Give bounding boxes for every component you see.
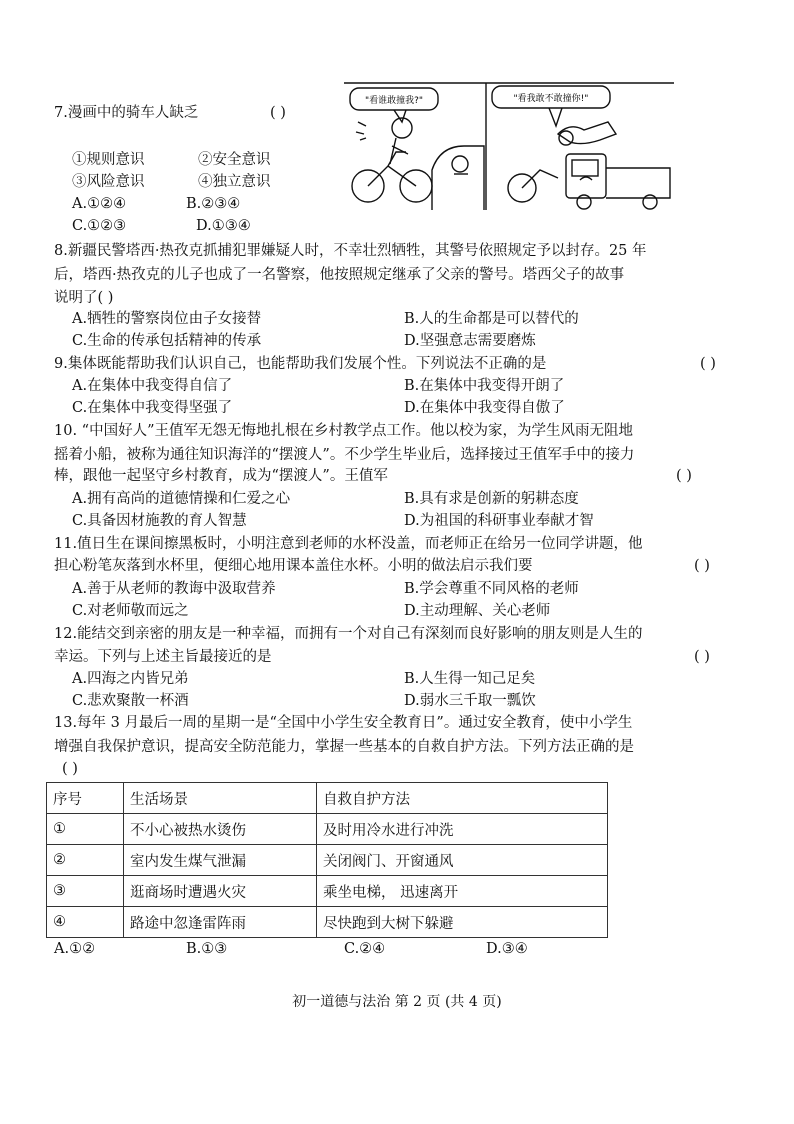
comic-illustration [344,82,674,210]
table-cell: ③ [47,876,124,907]
q13-line-2: 增强自我保护意识，提高安全防范能力，掌握一些基本的自救自护方法。下列方法正确的是 [54,739,634,755]
q12-option-a: A.四海之内皆兄弟 [72,671,189,687]
q7-stem: 7.漫画中的骑车人缺乏 [54,105,199,121]
q7-answer-paren: ( ) [270,105,286,121]
q8-line-2: 后，塔西·热孜克的儿子也成了一名警察，他按照规定继承了父亲的警号。塔西父子的故事 [54,267,625,283]
q10-line-3: 棒，跟他一起坚守乡村教育，成为“摆渡人”。王值军 [54,468,388,484]
q12-answer-paren: ( ) [694,649,710,665]
page-footer: 初一道德与法治 第 2 页 (共 4 页) [292,994,502,1010]
q9-stem: 9.集体既能帮助我们认识自己，也能帮助我们发展个性。下列说法不正确的是 [54,356,547,372]
q7-option-c: C.①②③ [72,218,127,234]
q7-option-d: D.①③④ [196,218,251,234]
q9-option-d: D.在集体中我变得自傲了 [404,400,565,416]
q11-line-1: 11.值日生在课间擦黑板时，小明注意到老师的水杯没盖，而老师正在给另一位同学讲题，他 [54,536,643,552]
table-header-cell: 自救自护方法 [317,783,608,814]
q13-line-1: 13.每年 3 月最后一周的星期一是“全国中小学生安全教育日”。通过安全教育，使中小学生 [54,715,633,731]
table-cell: 逛商场时遭遇火灾 [124,876,317,907]
table-row [47,907,608,938]
q9-option-b: B.在集体中我变得开朗了 [404,378,565,394]
q7-item-3: ③风险意识 [72,174,145,190]
q12-option-c: C.悲欢聚散一杯酒 [72,693,189,709]
table-row [47,845,608,876]
q11-option-c: C.对老师敬而远之 [72,603,189,619]
q9-option-a: A.在集体中我变得自信了 [72,378,233,394]
q13-option-d: D.③④ [486,941,528,957]
table-row [47,814,608,845]
q11-option-b: B.学会尊重不同风格的老师 [404,581,579,597]
q11-option-a: A.善于从老师的教诲中汲取营养 [72,581,276,597]
q7-item-2: ②安全意识 [198,152,271,168]
table-cell: 尽快跑到大树下躲避 [317,907,608,938]
q12-option-d: D.弱水三千取一瓢饮 [404,693,536,709]
table-cell: 路途中忽逢雷阵雨 [124,907,317,938]
table-cell: ② [47,845,124,876]
table-cell: 不小心被热水烫伤 [124,814,317,845]
q9-option-c: C.在集体中我变得坚强了 [72,400,233,416]
q13-option-a: A.①② [54,941,96,957]
q13-option-c: C.②④ [344,941,386,957]
table-header-cell: 生活场景 [124,783,317,814]
table-header-row [47,783,608,814]
q9-answer-paren: ( ) [700,356,716,372]
q11-line-2: 担心粉笔灰落到水杯里，便细心地用课本盖住水杯。小明的做法启示我们要 [54,558,533,574]
q8-line-3: 说明了( ) [54,290,114,306]
q7-option-a: A.①②④ [72,196,127,212]
q7-item-4: ④独立意识 [198,174,271,190]
table-row [47,876,608,907]
q10-option-d: D.为祖国的科研事业奉献才智 [404,513,594,529]
q8-option-b: B.人的生命都是可以替代的 [404,311,579,327]
q12-line-2: 幸运。下列与上述主旨最接近的是 [54,649,272,665]
q10-option-b: B.具有求是创新的躬耕态度 [404,491,579,507]
q10-line-2: 摇着小船，被称为通往知识海洋的“摆渡人”。不少学生毕业后，选择接过王值军手中的接力 [54,447,635,463]
q10-line-1: 10. “中国好人”王值军无怨无悔地扎根在乡村教学点工作。他以校为家，为学生风雨无阻地 [54,423,633,439]
q8-option-c: C.生命的传承包括精神的传承 [72,333,262,349]
q7-option-b: B.②③④ [186,196,241,212]
q11-answer-paren: ( ) [694,558,710,574]
comic-bubble-left: "看谁敢撞我?" [364,96,424,106]
q13-answer-paren: ( ) [62,761,78,777]
q10-option-a: A.拥有高尚的道德情操和仁爱之心 [72,491,291,507]
q12-line-1: 12.能结交到亲密的朋友是一种幸福，而拥有一个对自己有深刻而良好影响的朋友则是人生的 [54,626,643,642]
q8-option-d: D.坚强意志需要磨炼 [404,333,536,349]
table-cell: ① [47,814,124,845]
comic-bubble-right: "看我敢不敢撞你!" [513,94,589,104]
table-cell: ④ [47,907,124,938]
q8-option-a: A.牺牲的警察岗位由子女接替 [72,311,262,327]
q11-option-d: D.主动理解、关心老师 [404,603,551,619]
table-cell: 及时用冷水进行冲洗 [317,814,608,845]
safety-methods-table [46,782,608,938]
table-cell: 关闭阀门、开窗通风 [317,845,608,876]
q13-option-b: B.①③ [186,941,228,957]
table-cell: 乘坐电梯， 迅速离开 [317,876,608,907]
table-header-cell: 序号 [47,783,124,814]
table-cell: 室内发生煤气泄漏 [124,845,317,876]
q7-item-1: ①规则意识 [72,152,145,168]
q8-line-1: 8.新疆民警塔西·热孜克抓捕犯罪嫌疑人时，不幸壮烈牺牲，其警号依照规定予以封存。25 年 [54,243,647,259]
q10-answer-paren: ( ) [676,468,692,484]
q10-option-c: C.具备因材施教的育人智慧 [72,513,247,529]
q12-option-b: B.人生得一知己足矣 [404,671,536,687]
